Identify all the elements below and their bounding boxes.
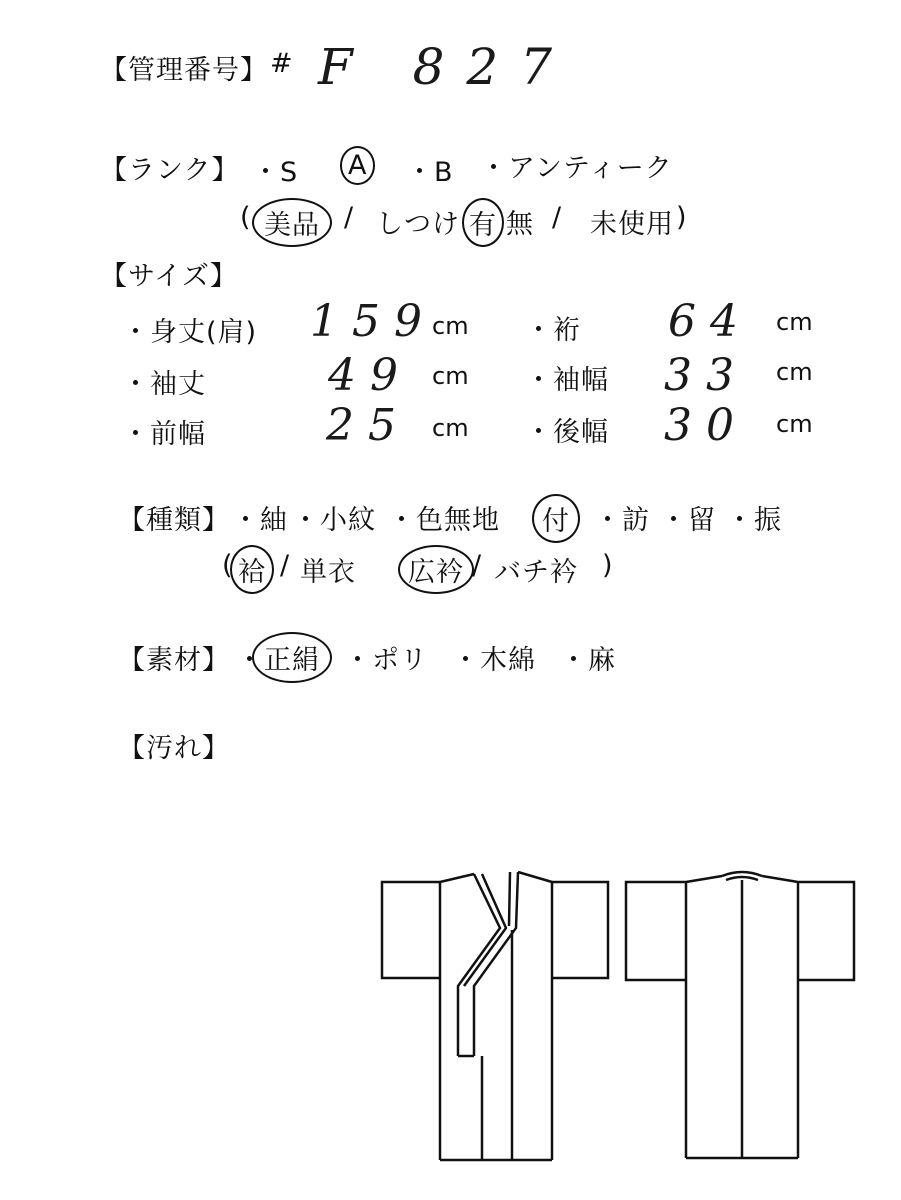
size-row-label-left: ・身丈(肩) bbox=[122, 317, 258, 348]
rank-beauty-circled: 美品 bbox=[252, 198, 332, 247]
management-number-label: 【管理番号】 bbox=[100, 55, 268, 86]
kind-slash-2: / bbox=[472, 550, 483, 581]
size-row-label-right: ・袖幅 bbox=[525, 365, 609, 396]
kind-bachieri: バチ衿 bbox=[494, 557, 578, 588]
rank-label: 【ランク】 bbox=[100, 155, 240, 186]
kind-paren-open: ( bbox=[222, 550, 234, 581]
size-row-value-right: 30 bbox=[664, 400, 748, 451]
rank-option-antique: ・アンティーク bbox=[480, 153, 673, 184]
rank-shitsuke: しつけ bbox=[376, 209, 460, 240]
kind-item-komon: ・小紋 bbox=[292, 505, 376, 536]
kind-item-houmon: ・訪 bbox=[594, 505, 650, 536]
rank-slash-2: / bbox=[552, 202, 563, 233]
size-row-label-right: ・後幅 bbox=[525, 417, 609, 448]
hash-mark: # bbox=[270, 48, 294, 79]
kind-item-tomesode: ・留 bbox=[660, 505, 716, 536]
size-row-value-right: 33 bbox=[664, 350, 748, 401]
material-silk-circled: 正絹 bbox=[252, 632, 332, 683]
rank-ari-circled: 有 bbox=[462, 198, 504, 247]
size-row-unit-left: cm bbox=[432, 414, 469, 442]
kimono-front-diagram bbox=[378, 860, 614, 1170]
size-row-unit-left: cm bbox=[432, 362, 469, 390]
size-row-unit-right: cm bbox=[776, 358, 813, 386]
kimono-back-diagram bbox=[622, 860, 858, 1170]
material-label: 【素材】 bbox=[118, 645, 230, 676]
rank-paren-open: ( bbox=[240, 202, 252, 233]
size-row-unit-right: cm bbox=[776, 308, 813, 336]
material-linen: ・麻 bbox=[560, 645, 616, 676]
size-row-value-left: 159 bbox=[310, 296, 436, 347]
size-row-label-left: ・袖丈 bbox=[122, 369, 206, 400]
size-row-value-left: 25 bbox=[326, 400, 410, 451]
material-dot: ・ bbox=[236, 645, 264, 676]
material-poly: ・ポリ bbox=[344, 645, 428, 676]
rank-nashi: 無 bbox=[506, 209, 534, 240]
kind-slash-1: / bbox=[280, 550, 291, 581]
rank-option-s: ・S bbox=[252, 157, 299, 188]
material-cotton: ・木綿 bbox=[452, 645, 536, 676]
size-row-unit-left: cm bbox=[432, 312, 469, 340]
rank-paren-close: ) bbox=[676, 202, 688, 233]
kind-hiroeri-circled: 広衿 bbox=[398, 545, 474, 594]
kind-label: 【種類】 bbox=[118, 505, 230, 536]
size-row-label-left: ・前幅 bbox=[122, 419, 206, 450]
rank-unused: 未使用 bbox=[590, 209, 674, 240]
kind-item-tsumugi: ・紬 bbox=[232, 505, 288, 536]
kind-paren-close: ) bbox=[602, 550, 614, 581]
size-row-unit-right: cm bbox=[776, 410, 813, 438]
kind-item-tsukesage-circled: 付 bbox=[532, 494, 580, 543]
rank-option-a-circled: A bbox=[340, 146, 375, 185]
kind-hitoe: 単衣 bbox=[300, 557, 356, 588]
kind-item-iromuji: ・色無地 bbox=[388, 505, 500, 536]
management-number-value: F 827 bbox=[318, 38, 575, 96]
size-row-label-right: ・裄 bbox=[525, 315, 581, 346]
stain-label: 【汚れ】 bbox=[118, 733, 230, 764]
rank-option-b: ・B bbox=[406, 157, 454, 188]
kind-item-furisode: ・振 bbox=[726, 505, 782, 536]
rank-slash-1: / bbox=[344, 202, 355, 233]
size-row-value-right: 64 bbox=[668, 296, 752, 347]
kind-awase-circled: 袷 bbox=[230, 545, 274, 594]
size-label: 【サイズ】 bbox=[100, 261, 238, 292]
size-row-value-left: 49 bbox=[328, 350, 412, 401]
